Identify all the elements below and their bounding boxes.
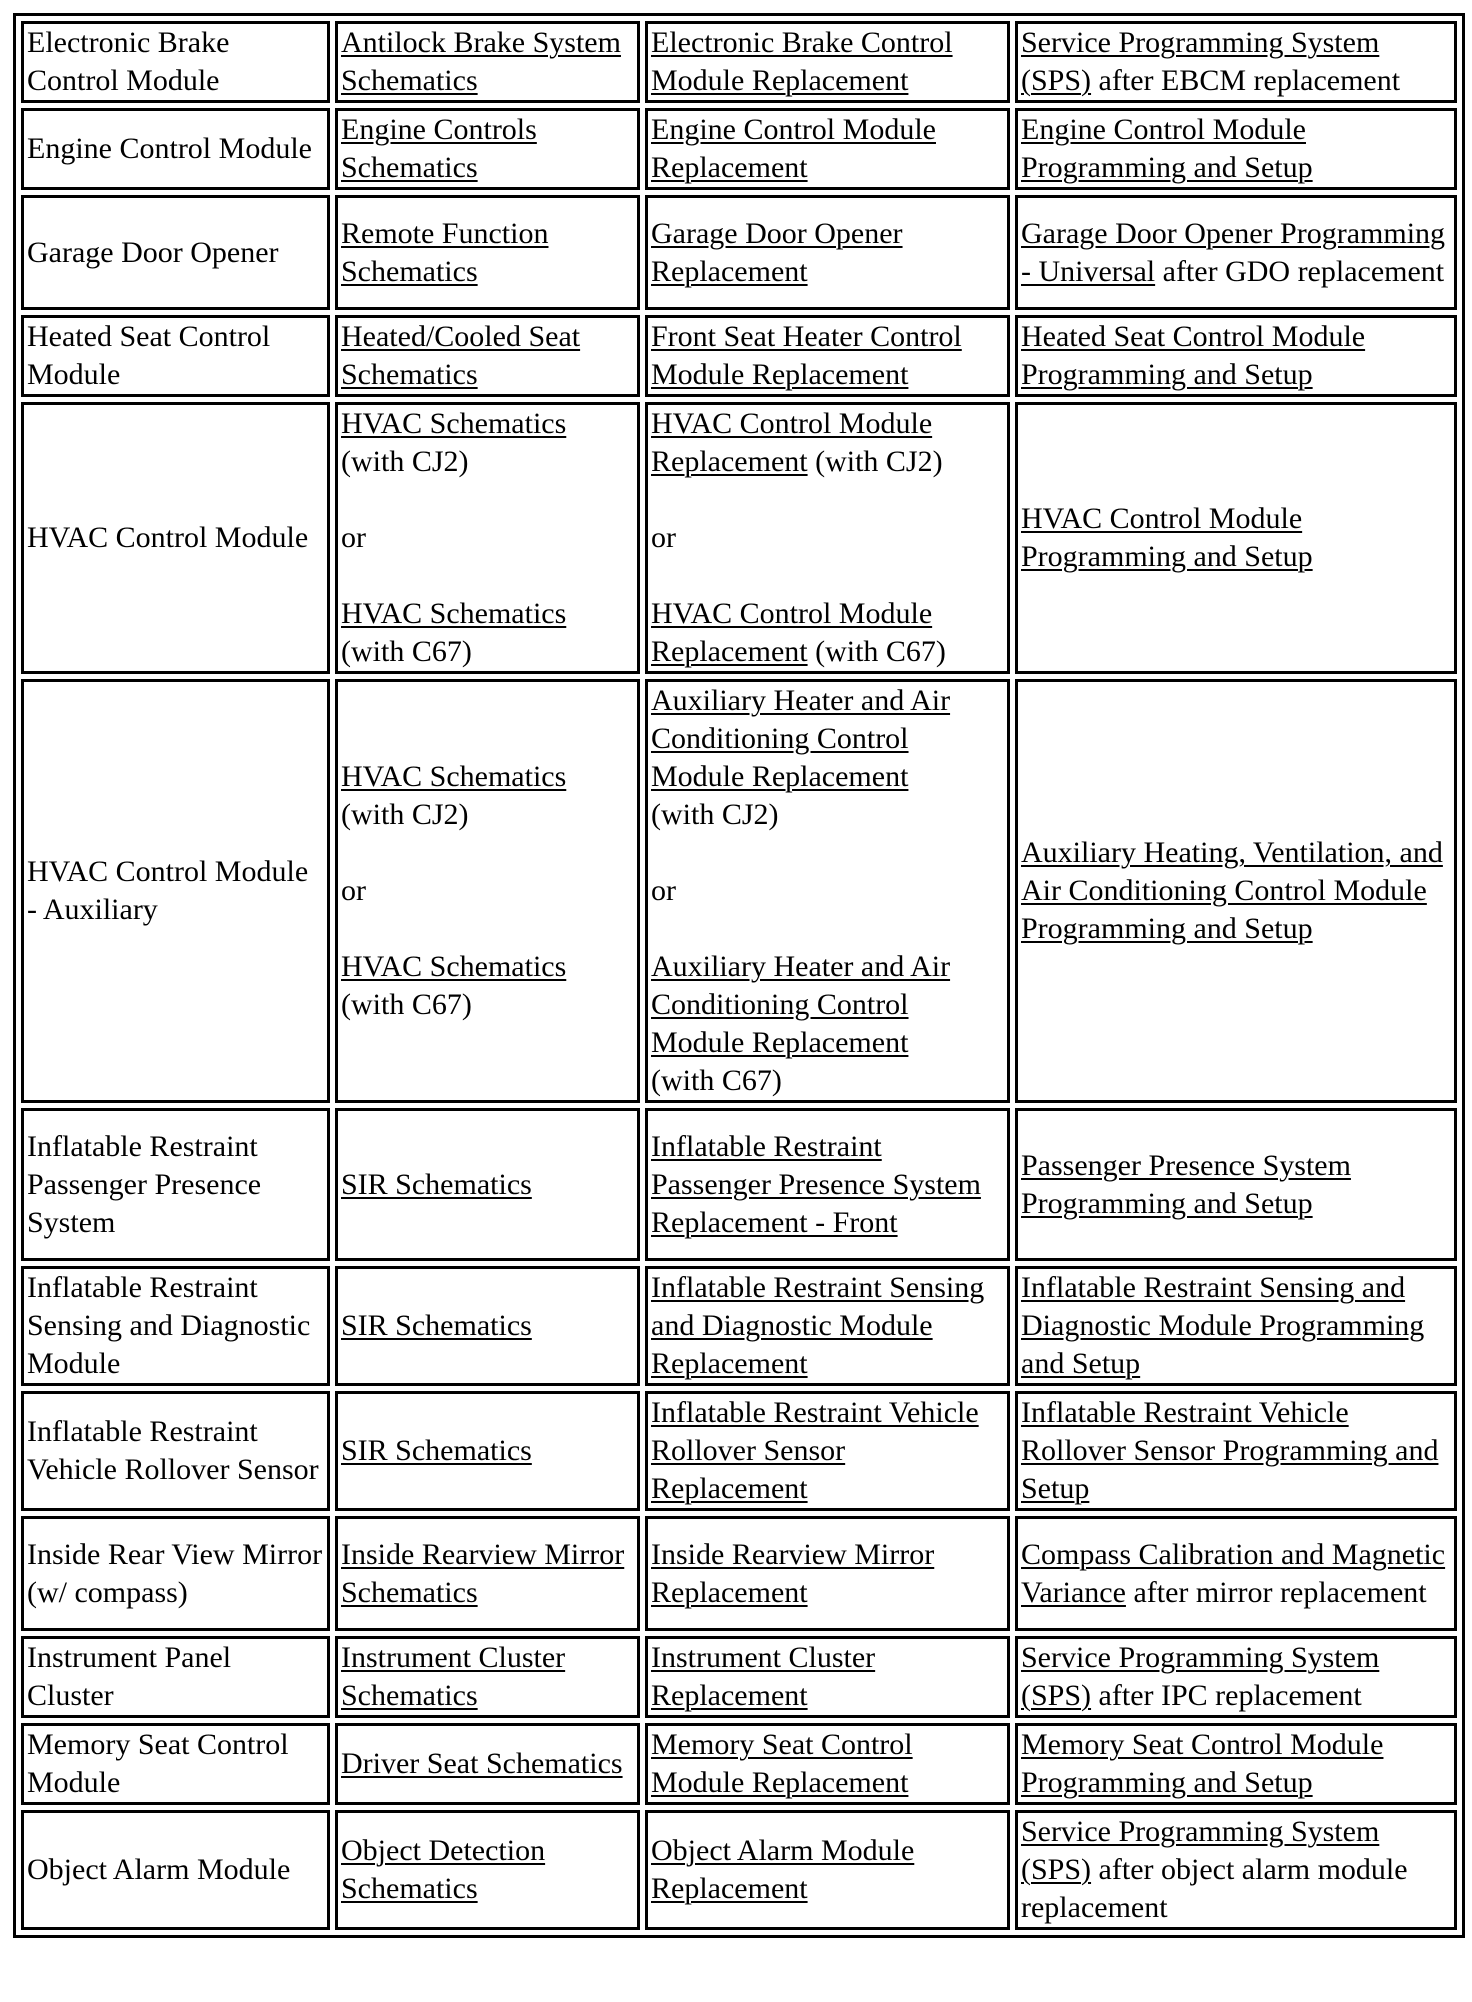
module-name-cell [21,195,330,310]
schematics-link[interactable]: Engine Controls Schematics [341,113,537,184]
module-name-cell [21,1516,330,1631]
module-name-cell [21,679,330,1103]
programming-note: after GDO replacement [1155,254,1445,288]
schematics-cell [335,315,640,397]
programming-cell [1015,679,1457,1103]
schematics-cell [335,1108,640,1261]
schematics-cell [335,1810,640,1930]
schematics-link-c67[interactable]: HVAC Schematics [341,950,567,983]
replacement-link[interactable]: Instrument Cluster Replacement [651,1641,876,1712]
schematics-cell [335,21,640,103]
programming-link[interactable]: Compass Calibration and Magnetic Variance [1021,1537,1446,1609]
replacement-link[interactable]: Memory Seat Control Module Replacement [651,1728,913,1799]
programming-link[interactable]: Service Programming System (SPS) [1021,1641,1380,1712]
module-name: Inflatable Restraint Vehicle Rollover Sensor [27,1415,319,1486]
replacement-link[interactable]: Garage Door Opener Replacement [651,216,903,288]
schematics-link-c67[interactable]: HVAC Schematics [341,597,567,630]
schematics-link[interactable]: SIR Schematics [341,1434,532,1467]
replacement-cell [645,1723,1010,1805]
module-name-cell [21,402,330,674]
module-reference-table [13,13,1465,1938]
replacement-cell [645,315,1010,397]
schematics-cell [335,679,640,1103]
table-row [21,679,1457,1103]
programming-cell [1015,1516,1457,1631]
schematics-link[interactable]: SIR Schematics [341,1167,532,1201]
option-note: (with C67) [341,635,472,668]
module-name: HVAC Control Module [27,521,309,554]
spacer [651,557,1003,595]
programming-note: after IPC replacement [1091,1679,1362,1712]
replacement-link[interactable]: Inflatable Restraint Passenger Presence System Replacement - Front [651,1129,981,1239]
schematics-cell [335,1391,640,1511]
replacement-link[interactable]: Electronic Brake Control Module Replacement [651,26,953,97]
programming-cell [1015,1810,1457,1930]
table-row [21,21,1457,103]
schematics-link[interactable]: Driver Seat Schematics [341,1747,623,1780]
schematics-link[interactable]: Heated/Cooled Seat Schematics [341,320,581,391]
module-name: Instrument Panel Cluster [27,1641,232,1712]
table-row [21,1266,1457,1386]
programming-cell [1015,1636,1457,1718]
programming-link[interactable]: Service Programming System (SPS) [1021,1815,1380,1886]
schematics-cell [335,1266,640,1386]
module-name: Memory Seat Control Module [27,1728,289,1799]
programming-cell [1015,1266,1457,1386]
module-name-cell [21,1636,330,1718]
table-row [21,1516,1457,1631]
programming-link[interactable]: Service Programming System (SPS) [1021,26,1380,97]
module-name-cell [21,21,330,103]
module-name: Inflatable Restraint Passenger Presence System [27,1129,262,1239]
module-name-cell [21,1266,330,1386]
table-row [21,315,1457,397]
spacer [341,834,633,872]
programming-link[interactable]: Heated Seat Control Module Programming and Setup [1021,320,1366,391]
programming-note: after mirror replacement [1125,1575,1427,1609]
module-name: Electronic Brake Control Module [27,26,230,97]
replacement-link-cj2[interactable]: Auxiliary Heater and Air Conditioning Control Module Replacement [651,684,951,793]
programming-cell [1015,315,1457,397]
option-note: (with CJ2) [341,445,469,478]
programming-link[interactable]: Engine Control Module Programming and Setup [1021,113,1313,184]
spacer [651,834,1003,872]
programming-cell [1015,1108,1457,1261]
programming-link[interactable]: Inflatable Restraint Vehicle Rollover Sensor Programming and Setup [1021,1396,1439,1505]
programming-note: after EBCM replacement [1091,64,1401,97]
table-row [21,1810,1457,1930]
programming-link[interactable]: Memory Seat Control Module Programming and Setup [1021,1728,1384,1799]
schematics-cell [335,1723,640,1805]
module-name: Garage Door Opener [27,235,279,269]
schematics-cell [335,195,640,310]
replacement-cell [645,679,1010,1103]
schematics-cell [335,108,640,190]
spacer [651,481,1003,519]
table-row [21,1391,1457,1511]
schematics-link[interactable]: Inside Rearview Mirror Schematics [341,1537,625,1609]
module-name-cell [21,315,330,397]
replacement-link[interactable]: Object Alarm Module Replacement [651,1834,915,1905]
replacement-cell [645,21,1010,103]
table-row [21,1108,1457,1261]
module-name-cell [21,1391,330,1511]
replacement-link[interactable]: Front Seat Heater Control Module Replacement [651,320,962,391]
schematics-link[interactable]: Remote Function Schematics [341,216,549,288]
replacement-cell [645,1516,1010,1631]
replacement-link-c67[interactable]: HVAC Control Module Replacement [651,597,933,668]
replacement-link[interactable]: Inflatable Restraint Sensing and Diagnostic Module Replacement [651,1271,985,1380]
replacement-link-cj2[interactable]: HVAC Control Module Replacement [651,407,933,478]
schematics-link[interactable]: Antilock Brake System Schematics [341,26,621,97]
schematics-link-cj2[interactable]: HVAC Schematics [341,760,567,793]
module-name-cell [21,1723,330,1805]
table-row [21,1636,1457,1718]
option-note: (with C67) [651,1064,782,1097]
replacement-cell [645,1810,1010,1930]
schematics-cell [335,1636,640,1718]
replacement-cell [645,195,1010,310]
replacement-cell [645,1266,1010,1386]
programming-cell [1015,1391,1457,1511]
table-row [21,402,1457,674]
programming-cell [1015,402,1457,674]
programming-link[interactable]: HVAC Control Module Programming and Setup [1021,502,1313,573]
spacer [341,557,633,595]
schematics-link[interactable]: Instrument Cluster Schematics [341,1641,566,1712]
table-row [21,1723,1457,1805]
programming-cell [1015,1723,1457,1805]
programming-link[interactable]: Auxiliary Heating, Ventilation, and Air Conditioning Control Module Programming and Setup [1021,836,1443,945]
schematics-link-cj2[interactable]: HVAC Schematics [341,407,567,440]
schematics-cell [335,402,640,674]
module-name: Engine Control Module [27,132,312,165]
schematics-link[interactable]: Object Detection Schematics [341,1834,546,1905]
spacer [341,481,633,519]
replacement-cell [645,1108,1010,1261]
or-separator: or [341,874,366,907]
replacement-cell [645,402,1010,674]
module-name-cell [21,108,330,190]
schematics-link[interactable]: SIR Schematics [341,1309,532,1342]
programming-link[interactable]: Inflatable Restraint Sensing and Diagnostic Module Programming and Setup [1021,1271,1425,1380]
module-name: Object Alarm Module [27,1853,291,1886]
programming-note: after object alarm module replacement [1021,1853,1408,1924]
option-note: (with CJ2) [341,798,469,831]
or-separator: or [651,874,676,907]
schematics-cell [335,1516,640,1631]
option-note: (with CJ2) [651,798,779,831]
module-name: Inside Rear View Mirror (w/ compass) [27,1537,323,1609]
or-separator: or [651,521,676,554]
programming-cell [1015,108,1457,190]
programming-cell [1015,195,1457,310]
or-separator: or [341,521,366,554]
programming-link[interactable]: Passenger Presence System Programming and Setup [1021,1148,1351,1220]
spacer [651,910,1003,948]
option-note: (with C67) [807,635,946,668]
module-name: Heated Seat Control Module [27,320,271,391]
spacer [341,910,633,948]
replacement-link[interactable]: Engine Control Module Replacement [651,113,936,184]
table-row [21,195,1457,310]
replacement-cell [645,1636,1010,1718]
replacement-link[interactable]: Inside Rearview Mirror Replacement [651,1537,935,1609]
replacement-cell [645,1391,1010,1511]
table-row [21,108,1457,190]
module-name-cell [21,1810,330,1930]
programming-link[interactable]: Garage Door Opener Programming - Universal [1021,216,1446,288]
module-name: HVAC Control Module - Auxiliary [27,855,309,926]
replacement-cell [645,108,1010,190]
replacement-link-c67[interactable]: Auxiliary Heater and Air Conditioning Control Module Replacement [651,950,951,1059]
module-name-cell [21,1108,330,1261]
option-note: (with C67) [341,988,472,1021]
replacement-link[interactable]: Inflatable Restraint Vehicle Rollover Sensor Replacement [651,1396,979,1505]
module-name: Inflatable Restraint Sensing and Diagnostic Module [27,1271,311,1380]
option-note: (with CJ2) [807,445,943,478]
programming-cell [1015,21,1457,103]
